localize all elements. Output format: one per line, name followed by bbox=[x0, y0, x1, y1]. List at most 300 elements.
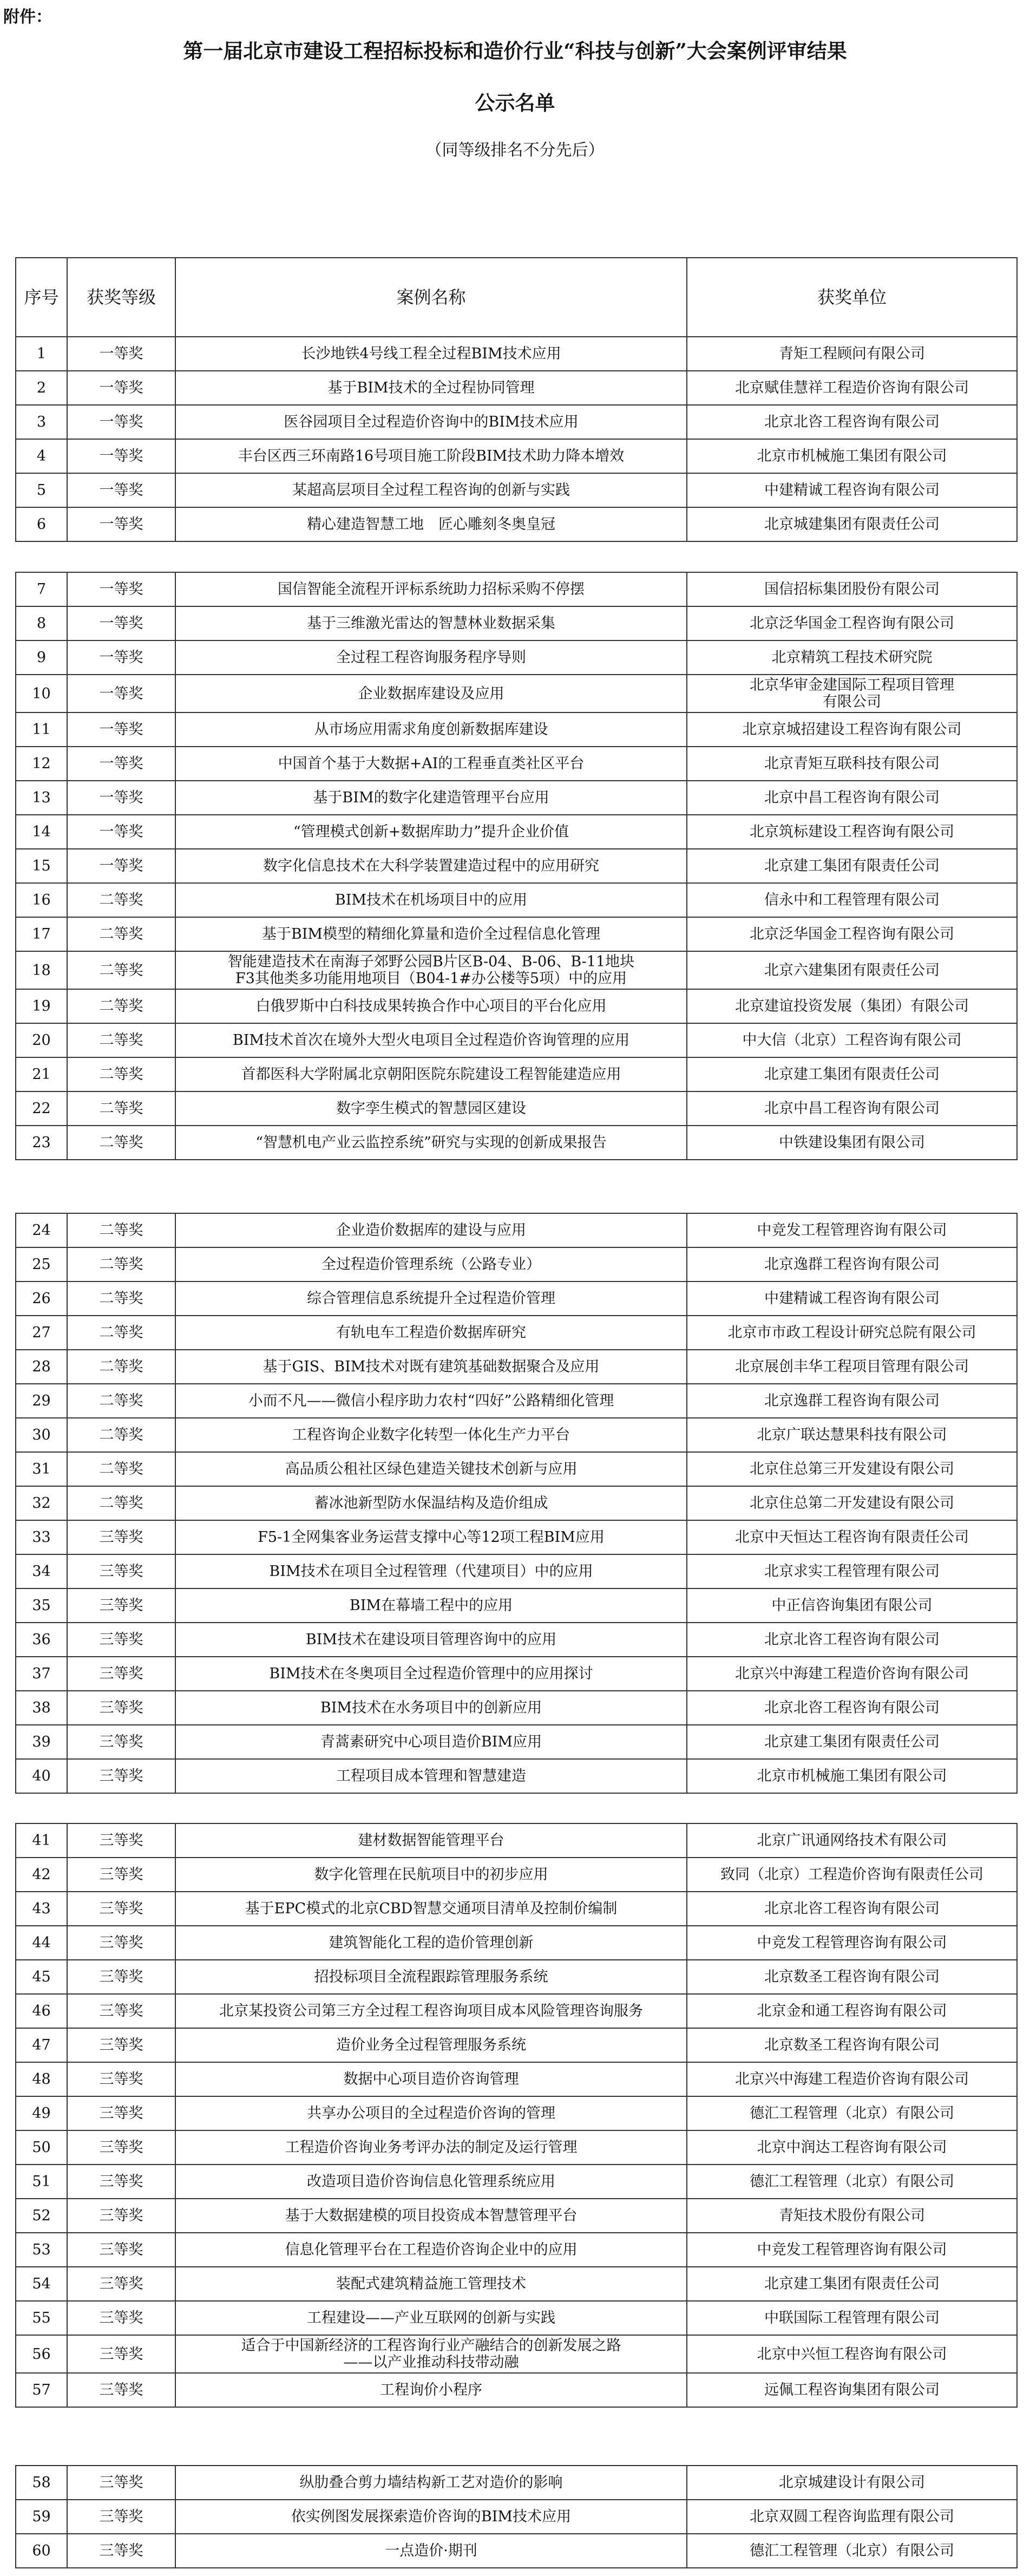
table-row bbox=[16, 2301, 1017, 2335]
cell-case-name: 招投标项目全流程跟踪管理服务系统 bbox=[175, 1960, 687, 1994]
table-row bbox=[16, 1657, 1017, 1691]
cell-case-name: F5-1全网集客业务运营支撑中心等12项工程BIM应用 bbox=[175, 1520, 687, 1554]
cell-organization: 北京市机械施工集团有限公司 bbox=[687, 439, 1017, 473]
table-row bbox=[16, 2534, 1017, 2568]
cell-organization: 北京市机械施工集团有限公司 bbox=[687, 1759, 1017, 1793]
cell-number: 59 bbox=[16, 2500, 67, 2534]
table-row bbox=[16, 439, 1017, 473]
results-table-part-2 bbox=[15, 572, 1018, 1160]
cell-award-level: 三等奖 bbox=[67, 2373, 175, 2407]
cell-award-level: 一等奖 bbox=[67, 747, 175, 781]
cell-case-name: BIM技术在水务项目中的创新应用 bbox=[175, 1691, 687, 1725]
table-row bbox=[16, 951, 1017, 989]
table-row bbox=[16, 572, 1017, 606]
cell-number: 11 bbox=[16, 712, 67, 747]
cell-case-name: 数据中心项目造价咨询管理 bbox=[175, 2062, 687, 2096]
cell-number: 58 bbox=[16, 2466, 67, 2500]
cell-award-level: 三等奖 bbox=[67, 2335, 175, 2373]
cell-case-name: 工程咨询企业数字化转型一体化生产力平台 bbox=[175, 1418, 687, 1452]
cell-number: 56 bbox=[16, 2335, 67, 2373]
cell-case-name: 智能建造技术在南海子郊野公园B片区B-04、B-06、B-11地块 F3其他类多功能用地项目（B04-1#办公楼等5项）中的应用 bbox=[175, 951, 687, 989]
table-row bbox=[16, 1960, 1017, 1994]
cell-case-name: 工程项目成本管理和智慧建造 bbox=[175, 1759, 687, 1793]
cell-case-name: 高品质公租社区绿色建造关键技术创新与应用 bbox=[175, 1452, 687, 1486]
cell-organization: 北京建工集团有限责任公司 bbox=[687, 1057, 1017, 1091]
cell-number: 35 bbox=[16, 1588, 67, 1623]
cell-case-name: 国信智能全流程开评标系统助力招标采购不停摆 bbox=[175, 572, 687, 606]
table-row bbox=[16, 1316, 1017, 1350]
cell-number: 38 bbox=[16, 1691, 67, 1725]
cell-award-level: 三等奖 bbox=[67, 1892, 175, 1926]
cell-number: 52 bbox=[16, 2199, 67, 2233]
cell-organization: 北京泛华国金工程咨询有限公司 bbox=[687, 606, 1017, 640]
cell-case-name: 建材数据智能管理平台 bbox=[175, 1823, 687, 1858]
cell-number: 1 bbox=[16, 337, 67, 371]
cell-number: 41 bbox=[16, 1823, 67, 1858]
cell-award-level: 二等奖 bbox=[67, 1023, 175, 1057]
cell-organization: 北京数圣工程咨询有限公司 bbox=[687, 2028, 1017, 2062]
table-row bbox=[16, 1858, 1017, 1892]
cell-award-level: 一等奖 bbox=[67, 337, 175, 371]
results-table-part-1 bbox=[15, 257, 1018, 542]
table-row bbox=[16, 1926, 1017, 1960]
cell-case-name: 基于BIM模型的精细化算量和造价全过程信息化管理 bbox=[175, 917, 687, 951]
cell-organization: 中竞发工程管理咨询有限公司 bbox=[687, 1213, 1017, 1247]
table-row bbox=[16, 1554, 1017, 1588]
cell-award-level: 二等奖 bbox=[67, 917, 175, 951]
cell-award-level: 二等奖 bbox=[67, 883, 175, 917]
cell-award-level: 二等奖 bbox=[67, 1213, 175, 1247]
cell-number: 33 bbox=[16, 1520, 67, 1554]
cell-award-level: 一等奖 bbox=[67, 371, 175, 405]
table-row bbox=[16, 917, 1017, 951]
cell-award-level: 三等奖 bbox=[67, 1725, 175, 1759]
cell-award-level: 一等奖 bbox=[67, 439, 175, 473]
cell-organization: 青矩技术股份有限公司 bbox=[687, 2199, 1017, 2233]
table-row bbox=[16, 1091, 1017, 1126]
cell-award-level: 一等奖 bbox=[67, 507, 175, 541]
cell-organization: 北京中天恒达工程咨询有限责任公司 bbox=[687, 1520, 1017, 1554]
table-row bbox=[16, 1588, 1017, 1623]
cell-case-name: 综合管理信息系统提升全过程造价管理 bbox=[175, 1282, 687, 1316]
table-row bbox=[16, 712, 1017, 747]
table-row bbox=[16, 1759, 1017, 1793]
cell-award-level: 二等奖 bbox=[67, 1350, 175, 1384]
cell-organization: 中大信（北京）工程咨询有限公司 bbox=[687, 1023, 1017, 1057]
cell-number: 23 bbox=[16, 1126, 67, 1160]
cell-award-level: 三等奖 bbox=[67, 1960, 175, 1994]
cell-organization: 青矩工程顾问有限公司 bbox=[687, 337, 1017, 371]
cell-organization: 北京六建集团有限责任公司 bbox=[687, 951, 1017, 989]
cell-organization: 北京筑标建设工程咨询有限公司 bbox=[687, 815, 1017, 849]
cell-award-level: 一等奖 bbox=[67, 781, 175, 815]
cell-award-level: 一等奖 bbox=[67, 675, 175, 712]
cell-case-name: 北京某投资公司第三方全过程工程咨询项目成本风险管理咨询服务 bbox=[175, 1994, 687, 2028]
cell-award-level: 一等奖 bbox=[67, 849, 175, 883]
cell-organization: 北京逸群工程咨询有限公司 bbox=[687, 1247, 1017, 1282]
table-row bbox=[16, 781, 1017, 815]
cell-case-name: BIM在幕墙工程中的应用 bbox=[175, 1588, 687, 1623]
cell-case-name: 数字孪生模式的智慧园区建设 bbox=[175, 1091, 687, 1126]
table-row bbox=[16, 883, 1017, 917]
cell-case-name: 有轨电车工程造价数据库研究 bbox=[175, 1316, 687, 1350]
cell-case-name: BIM技术在冬奥项目全过程造价管理中的应用探讨 bbox=[175, 1657, 687, 1691]
cell-award-level: 二等奖 bbox=[67, 1452, 175, 1486]
cell-award-level: 三等奖 bbox=[67, 1858, 175, 1892]
cell-award-level: 三等奖 bbox=[67, 1554, 175, 1588]
cell-case-name: 数字化信息技术在大科学装置建造过程中的应用研究 bbox=[175, 849, 687, 883]
table-row bbox=[16, 405, 1017, 439]
cell-case-name: 某超高层项目全过程工程咨询的创新与实践 bbox=[175, 473, 687, 507]
document-subtitle: 公示名单 bbox=[475, 91, 555, 115]
cell-award-level: 二等奖 bbox=[67, 1247, 175, 1282]
cell-number: 55 bbox=[16, 2301, 67, 2335]
cell-award-level: 三等奖 bbox=[67, 1623, 175, 1657]
table-row bbox=[16, 2335, 1017, 2373]
cell-award-level: 一等奖 bbox=[67, 405, 175, 439]
table-row bbox=[16, 1247, 1017, 1282]
table-row bbox=[16, 640, 1017, 675]
cell-organization: 北京京城招建设工程咨询有限公司 bbox=[687, 712, 1017, 747]
cell-case-name: 长沙地铁4号线工程全过程BIM技术应用 bbox=[175, 337, 687, 371]
cell-number: 6 bbox=[16, 507, 67, 541]
cell-number: 46 bbox=[16, 1994, 67, 2028]
cell-organization: 德汇工程管理（北京）有限公司 bbox=[687, 2165, 1017, 2199]
cell-case-name: 造价业务全过程管理服务系统 bbox=[175, 2028, 687, 2062]
table-row bbox=[16, 1520, 1017, 1554]
table-row bbox=[16, 2165, 1017, 2199]
cell-award-level: 三等奖 bbox=[67, 2500, 175, 2534]
cell-number: 27 bbox=[16, 1316, 67, 1350]
table-row bbox=[16, 1725, 1017, 1759]
cell-award-level: 二等奖 bbox=[67, 1486, 175, 1520]
cell-case-name: 改造项目造价咨询信息化管理系统应用 bbox=[175, 2165, 687, 2199]
cell-organization: 北京中兴恒工程咨询有限公司 bbox=[687, 2335, 1017, 2373]
cell-organization: 北京兴中海建工程造价咨询有限公司 bbox=[687, 1657, 1017, 1691]
cell-award-level: 一等奖 bbox=[67, 572, 175, 606]
cell-number: 8 bbox=[16, 606, 67, 640]
cell-case-name: 信息化管理平台在工程造价咨询企业中的应用 bbox=[175, 2233, 687, 2267]
cell-organization: 北京北咨工程咨询有限公司 bbox=[687, 1892, 1017, 1926]
table-row bbox=[16, 2028, 1017, 2062]
cell-organization: 德汇工程管理（北京）有限公司 bbox=[687, 2096, 1017, 2130]
cell-award-level: 二等奖 bbox=[67, 1282, 175, 1316]
cell-case-name: 纵肋叠合剪力墙结构新工艺对造价的影响 bbox=[175, 2466, 687, 2500]
cell-number: 26 bbox=[16, 1282, 67, 1316]
cell-award-level: 三等奖 bbox=[67, 1926, 175, 1960]
results-table-part-4 bbox=[15, 1823, 1018, 2408]
cell-case-name: BIM技术在项目全过程管理（代建项目）中的应用 bbox=[175, 1554, 687, 1588]
cell-award-level: 二等奖 bbox=[67, 1126, 175, 1160]
cell-number: 49 bbox=[16, 2096, 67, 2130]
cell-case-name: 企业造价数据库的建设与应用 bbox=[175, 1213, 687, 1247]
table-row bbox=[16, 1126, 1017, 1160]
cell-organization: 北京北咨工程咨询有限公司 bbox=[687, 1623, 1017, 1657]
cell-number: 21 bbox=[16, 1057, 67, 1091]
cell-case-name: 白俄罗斯中白科技成果转换合作中心项目的平台化应用 bbox=[175, 989, 687, 1023]
cell-award-level: 三等奖 bbox=[67, 2466, 175, 2500]
table-row bbox=[16, 1623, 1017, 1657]
cell-number: 47 bbox=[16, 2028, 67, 2062]
table-row bbox=[16, 747, 1017, 781]
cell-number: 3 bbox=[16, 405, 67, 439]
cell-case-name: 共享办公项目的全过程造价咨询的管理 bbox=[175, 2096, 687, 2130]
cell-award-level: 一等奖 bbox=[67, 640, 175, 675]
cell-case-name: BIM技术首次在境外大型火电项目全过程造价咨询管理的应用 bbox=[175, 1023, 687, 1057]
cell-number: 18 bbox=[16, 951, 67, 989]
cell-number: 39 bbox=[16, 1725, 67, 1759]
cell-number: 29 bbox=[16, 1384, 67, 1418]
cell-number: 13 bbox=[16, 781, 67, 815]
table-row bbox=[16, 2500, 1017, 2534]
cell-number: 12 bbox=[16, 747, 67, 781]
table-row bbox=[16, 337, 1017, 371]
cell-number: 24 bbox=[16, 1213, 67, 1247]
cell-award-level: 三等奖 bbox=[67, 2130, 175, 2165]
cell-case-name: 工程询价小程序 bbox=[175, 2373, 687, 2407]
cell-organization: 北京建谊投资发展（集团）有限公司 bbox=[687, 989, 1017, 1023]
cell-number: 45 bbox=[16, 1960, 67, 1994]
cell-number: 50 bbox=[16, 2130, 67, 2165]
cell-award-level: 二等奖 bbox=[67, 951, 175, 989]
cell-award-level: 一等奖 bbox=[67, 473, 175, 507]
cell-award-level: 一等奖 bbox=[67, 606, 175, 640]
table-row bbox=[16, 1384, 1017, 1418]
cell-number: 48 bbox=[16, 2062, 67, 2096]
cell-organization: 北京泛华国金工程咨询有限公司 bbox=[687, 917, 1017, 951]
cell-case-name: “管理模式创新+数据库助力”提升企业价值 bbox=[175, 815, 687, 849]
table-row bbox=[16, 2130, 1017, 2165]
table-row bbox=[16, 989, 1017, 1023]
table-row bbox=[16, 1486, 1017, 1520]
cell-number: 20 bbox=[16, 1023, 67, 1057]
cell-organization: 北京赋佳慧祥工程造价咨询有限公司 bbox=[687, 371, 1017, 405]
table-row bbox=[16, 473, 1017, 507]
results-table-part-3 bbox=[15, 1213, 1018, 1794]
table-row bbox=[16, 1994, 1017, 2028]
cell-organization: 北京北咨工程咨询有限公司 bbox=[687, 405, 1017, 439]
cell-organization: 北京建工集团有限责任公司 bbox=[687, 849, 1017, 883]
cell-number: 25 bbox=[16, 1247, 67, 1282]
table-row bbox=[16, 2062, 1017, 2096]
table-row bbox=[16, 675, 1017, 712]
table-row bbox=[16, 1057, 1017, 1091]
cell-case-name: 蓄冰池新型防水保温结构及造价组成 bbox=[175, 1486, 687, 1520]
cell-award-level: 二等奖 bbox=[67, 1384, 175, 1418]
table-row bbox=[16, 815, 1017, 849]
cell-organization: 中竞发工程管理咨询有限公司 bbox=[687, 1926, 1017, 1960]
table-row bbox=[16, 2267, 1017, 2301]
cell-organization: 中竞发工程管理咨询有限公司 bbox=[687, 2233, 1017, 2267]
cell-number: 57 bbox=[16, 2373, 67, 2407]
cell-organization: 北京逸群工程咨询有限公司 bbox=[687, 1384, 1017, 1418]
cell-organization: 北京求实工程管理有限公司 bbox=[687, 1554, 1017, 1588]
cell-award-level: 二等奖 bbox=[67, 1316, 175, 1350]
cell-number: 15 bbox=[16, 849, 67, 883]
cell-case-name: BIM技术在机场项目中的应用 bbox=[175, 883, 687, 917]
ranking-note: （同等级排名不分先后） bbox=[425, 141, 605, 160]
cell-organization: 北京中昌工程咨询有限公司 bbox=[687, 1091, 1017, 1126]
cell-organization: 远佩工程咨询集团有限公司 bbox=[687, 2373, 1017, 2407]
cell-organization: 北京数圣工程咨询有限公司 bbox=[687, 1960, 1017, 1994]
cell-case-name: 基于BIM技术的全过程协同管理 bbox=[175, 371, 687, 405]
table-row bbox=[16, 2199, 1017, 2233]
cell-number: 51 bbox=[16, 2165, 67, 2199]
cell-number: 14 bbox=[16, 815, 67, 849]
cell-case-name: 全过程工程咨询服务程序导则 bbox=[175, 640, 687, 675]
cell-award-level: 三等奖 bbox=[67, 1657, 175, 1691]
cell-organization: 北京中润达工程咨询有限公司 bbox=[687, 2130, 1017, 2165]
cell-organization: 北京双圆工程咨询监理有限公司 bbox=[687, 2500, 1017, 2534]
cell-award-level: 三等奖 bbox=[67, 1520, 175, 1554]
column-header-award-level: 获奖等级 bbox=[67, 258, 175, 337]
cell-award-level: 三等奖 bbox=[67, 2165, 175, 2199]
cell-case-name: 中国首个基于大数据+AI的工程垂直类社区平台 bbox=[175, 747, 687, 781]
cell-award-level: 三等奖 bbox=[67, 2267, 175, 2301]
cell-award-level: 三等奖 bbox=[67, 2233, 175, 2267]
cell-case-name: 丰台区西三环南路16号项目施工阶段BIM技术助力降本增效 bbox=[175, 439, 687, 473]
cell-case-name: 数字化管理在民航项目中的初步应用 bbox=[175, 1858, 687, 1892]
cell-organization: 北京精筑工程技术研究院 bbox=[687, 640, 1017, 675]
cell-organization: 北京展创丰华工程项目管理有限公司 bbox=[687, 1350, 1017, 1384]
table-row bbox=[16, 606, 1017, 640]
cell-case-name: 精心建造智慧工地 匠心雕刻冬奥皇冠 bbox=[175, 507, 687, 541]
cell-organization: 北京建工集团有限责任公司 bbox=[687, 2267, 1017, 2301]
cell-case-name: 依实例图发展探索造价咨询的BIM技术应用 bbox=[175, 2500, 687, 2534]
cell-number: 37 bbox=[16, 1657, 67, 1691]
cell-award-level: 三等奖 bbox=[67, 1823, 175, 1858]
cell-case-name: 基于EPC模式的北京CBD智慧交通项目清单及控制价编制 bbox=[175, 1892, 687, 1926]
cell-organization: 北京中昌工程咨询有限公司 bbox=[687, 781, 1017, 815]
cell-case-name: 全过程造价管理系统（公路专业） bbox=[175, 1247, 687, 1282]
cell-case-name: 小而不凡——微信小程序助力农村“四好”公路精细化管理 bbox=[175, 1384, 687, 1418]
cell-case-name: 一点造价·期刊 bbox=[175, 2534, 687, 2568]
cell-organization: 北京广联达慧果科技有限公司 bbox=[687, 1418, 1017, 1452]
cell-case-name: 企业数据库建设及应用 bbox=[175, 675, 687, 712]
cell-number: 16 bbox=[16, 883, 67, 917]
table-row bbox=[16, 507, 1017, 541]
column-header-organization: 获奖单位 bbox=[687, 258, 1017, 337]
cell-case-name: 青蒿素研究中心项目造价BIM应用 bbox=[175, 1725, 687, 1759]
cell-award-level: 三等奖 bbox=[67, 2096, 175, 2130]
cell-number: 28 bbox=[16, 1350, 67, 1384]
table-row bbox=[16, 1823, 1017, 1858]
cell-number: 43 bbox=[16, 1892, 67, 1926]
column-header-number: 序号 bbox=[16, 258, 67, 337]
cell-organization: 北京建工集团有限责任公司 bbox=[687, 1725, 1017, 1759]
table-row bbox=[16, 371, 1017, 405]
cell-case-name: 工程造价咨询业务考评办法的制定及运行管理 bbox=[175, 2130, 687, 2165]
table-row bbox=[16, 2373, 1017, 2407]
cell-case-name: “智慧机电产业云监控系统”研究与实现的创新成果报告 bbox=[175, 1126, 687, 1160]
table-row bbox=[16, 1213, 1017, 1247]
cell-number: 42 bbox=[16, 1858, 67, 1892]
cell-organization: 中建精诚工程咨询有限公司 bbox=[687, 473, 1017, 507]
cell-organization: 北京广讯通网络技术有限公司 bbox=[687, 1823, 1017, 1858]
cell-case-name: 建筑智能化工程的造价管理创新 bbox=[175, 1926, 687, 1960]
cell-number: 53 bbox=[16, 2233, 67, 2267]
cell-number: 2 bbox=[16, 371, 67, 405]
table-row bbox=[16, 1892, 1017, 1926]
cell-number: 32 bbox=[16, 1486, 67, 1520]
cell-number: 17 bbox=[16, 917, 67, 951]
cell-award-level: 三等奖 bbox=[67, 1588, 175, 1623]
cell-number: 10 bbox=[16, 675, 67, 712]
cell-award-level: 三等奖 bbox=[67, 2301, 175, 2335]
cell-organization: 国信招标集团股份有限公司 bbox=[687, 572, 1017, 606]
cell-award-level: 一等奖 bbox=[67, 815, 175, 849]
cell-number: 4 bbox=[16, 439, 67, 473]
cell-award-level: 二等奖 bbox=[67, 989, 175, 1023]
attachment-label: 附件： bbox=[3, 8, 52, 27]
table-row bbox=[16, 1350, 1017, 1384]
table-row bbox=[16, 1691, 1017, 1725]
cell-case-name: BIM技术在建设项目管理咨询中的应用 bbox=[175, 1623, 687, 1657]
table-row bbox=[16, 2466, 1017, 2500]
cell-case-name: 工程建设——产业互联网的创新与实践 bbox=[175, 2301, 687, 2335]
cell-organization: 北京住总第三开发建设有限公司 bbox=[687, 1452, 1017, 1486]
cell-number: 40 bbox=[16, 1759, 67, 1793]
cell-award-level: 三等奖 bbox=[67, 2199, 175, 2233]
cell-award-level: 三等奖 bbox=[67, 1691, 175, 1725]
cell-organization: 北京华审金建国际工程项目管理 有限公司 bbox=[687, 675, 1017, 712]
table-row bbox=[16, 849, 1017, 883]
cell-award-level: 三等奖 bbox=[67, 2062, 175, 2096]
column-header-case-name: 案例名称 bbox=[175, 258, 687, 337]
cell-number: 31 bbox=[16, 1452, 67, 1486]
cell-organization: 北京青矩互联科技有限公司 bbox=[687, 747, 1017, 781]
cell-award-level: 一等奖 bbox=[67, 712, 175, 747]
cell-award-level: 三等奖 bbox=[67, 1759, 175, 1793]
table-row bbox=[16, 1418, 1017, 1452]
cell-case-name: 医谷园项目全过程造价咨询中的BIM技术应用 bbox=[175, 405, 687, 439]
cell-award-level: 三等奖 bbox=[67, 2534, 175, 2568]
cell-organization: 中正信咨询集团有限公司 bbox=[687, 1588, 1017, 1623]
cell-number: 34 bbox=[16, 1554, 67, 1588]
cell-organization: 北京市市政工程设计研究总院有限公司 bbox=[687, 1316, 1017, 1350]
cell-number: 22 bbox=[16, 1091, 67, 1126]
cell-number: 54 bbox=[16, 2267, 67, 2301]
cell-award-level: 三等奖 bbox=[67, 1994, 175, 2028]
cell-organization: 中联国际工程管理有限公司 bbox=[687, 2301, 1017, 2335]
cell-organization: 德汇工程管理（北京）有限公司 bbox=[687, 2534, 1017, 2568]
cell-organization: 北京兴中海建工程造价咨询有限公司 bbox=[687, 2062, 1017, 2096]
cell-organization: 中建精诚工程咨询有限公司 bbox=[687, 1282, 1017, 1316]
cell-case-name: 适合于中国新经济的工程咨询行业产融结合的创新发展之路 ——以产业推动科技带动融 bbox=[175, 2335, 687, 2373]
cell-award-level: 三等奖 bbox=[67, 2028, 175, 2062]
cell-number: 19 bbox=[16, 989, 67, 1023]
table-row bbox=[16, 1282, 1017, 1316]
cell-case-name: 基于GIS、BIM技术对既有建筑基础数据聚合及应用 bbox=[175, 1350, 687, 1384]
table-row bbox=[16, 2233, 1017, 2267]
cell-award-level: 二等奖 bbox=[67, 1091, 175, 1126]
document-title: 第一届北京市建设工程招标投标和造价行业“科技与创新”大会案例评审结果 bbox=[183, 39, 847, 63]
cell-case-name: 基于BIM的数字化建造管理平台应用 bbox=[175, 781, 687, 815]
cell-organization: 信永中和工程管理有限公司 bbox=[687, 883, 1017, 917]
cell-organization: 北京城建设计有限公司 bbox=[687, 2466, 1017, 2500]
cell-organization: 北京住总第二开发建设有限公司 bbox=[687, 1486, 1017, 1520]
cell-organization: 北京城建集团有限责任公司 bbox=[687, 507, 1017, 541]
table-row bbox=[16, 2096, 1017, 2130]
cell-case-name: 基于三维激光雷达的智慧林业数据采集 bbox=[175, 606, 687, 640]
cell-number: 60 bbox=[16, 2534, 67, 2568]
cell-number: 9 bbox=[16, 640, 67, 675]
cell-number: 44 bbox=[16, 1926, 67, 1960]
cell-number: 30 bbox=[16, 1418, 67, 1452]
cell-award-level: 二等奖 bbox=[67, 1418, 175, 1452]
cell-case-name: 从市场应用需求角度创新数据库建设 bbox=[175, 712, 687, 747]
cell-case-name: 装配式建筑精益施工管理技术 bbox=[175, 2267, 687, 2301]
